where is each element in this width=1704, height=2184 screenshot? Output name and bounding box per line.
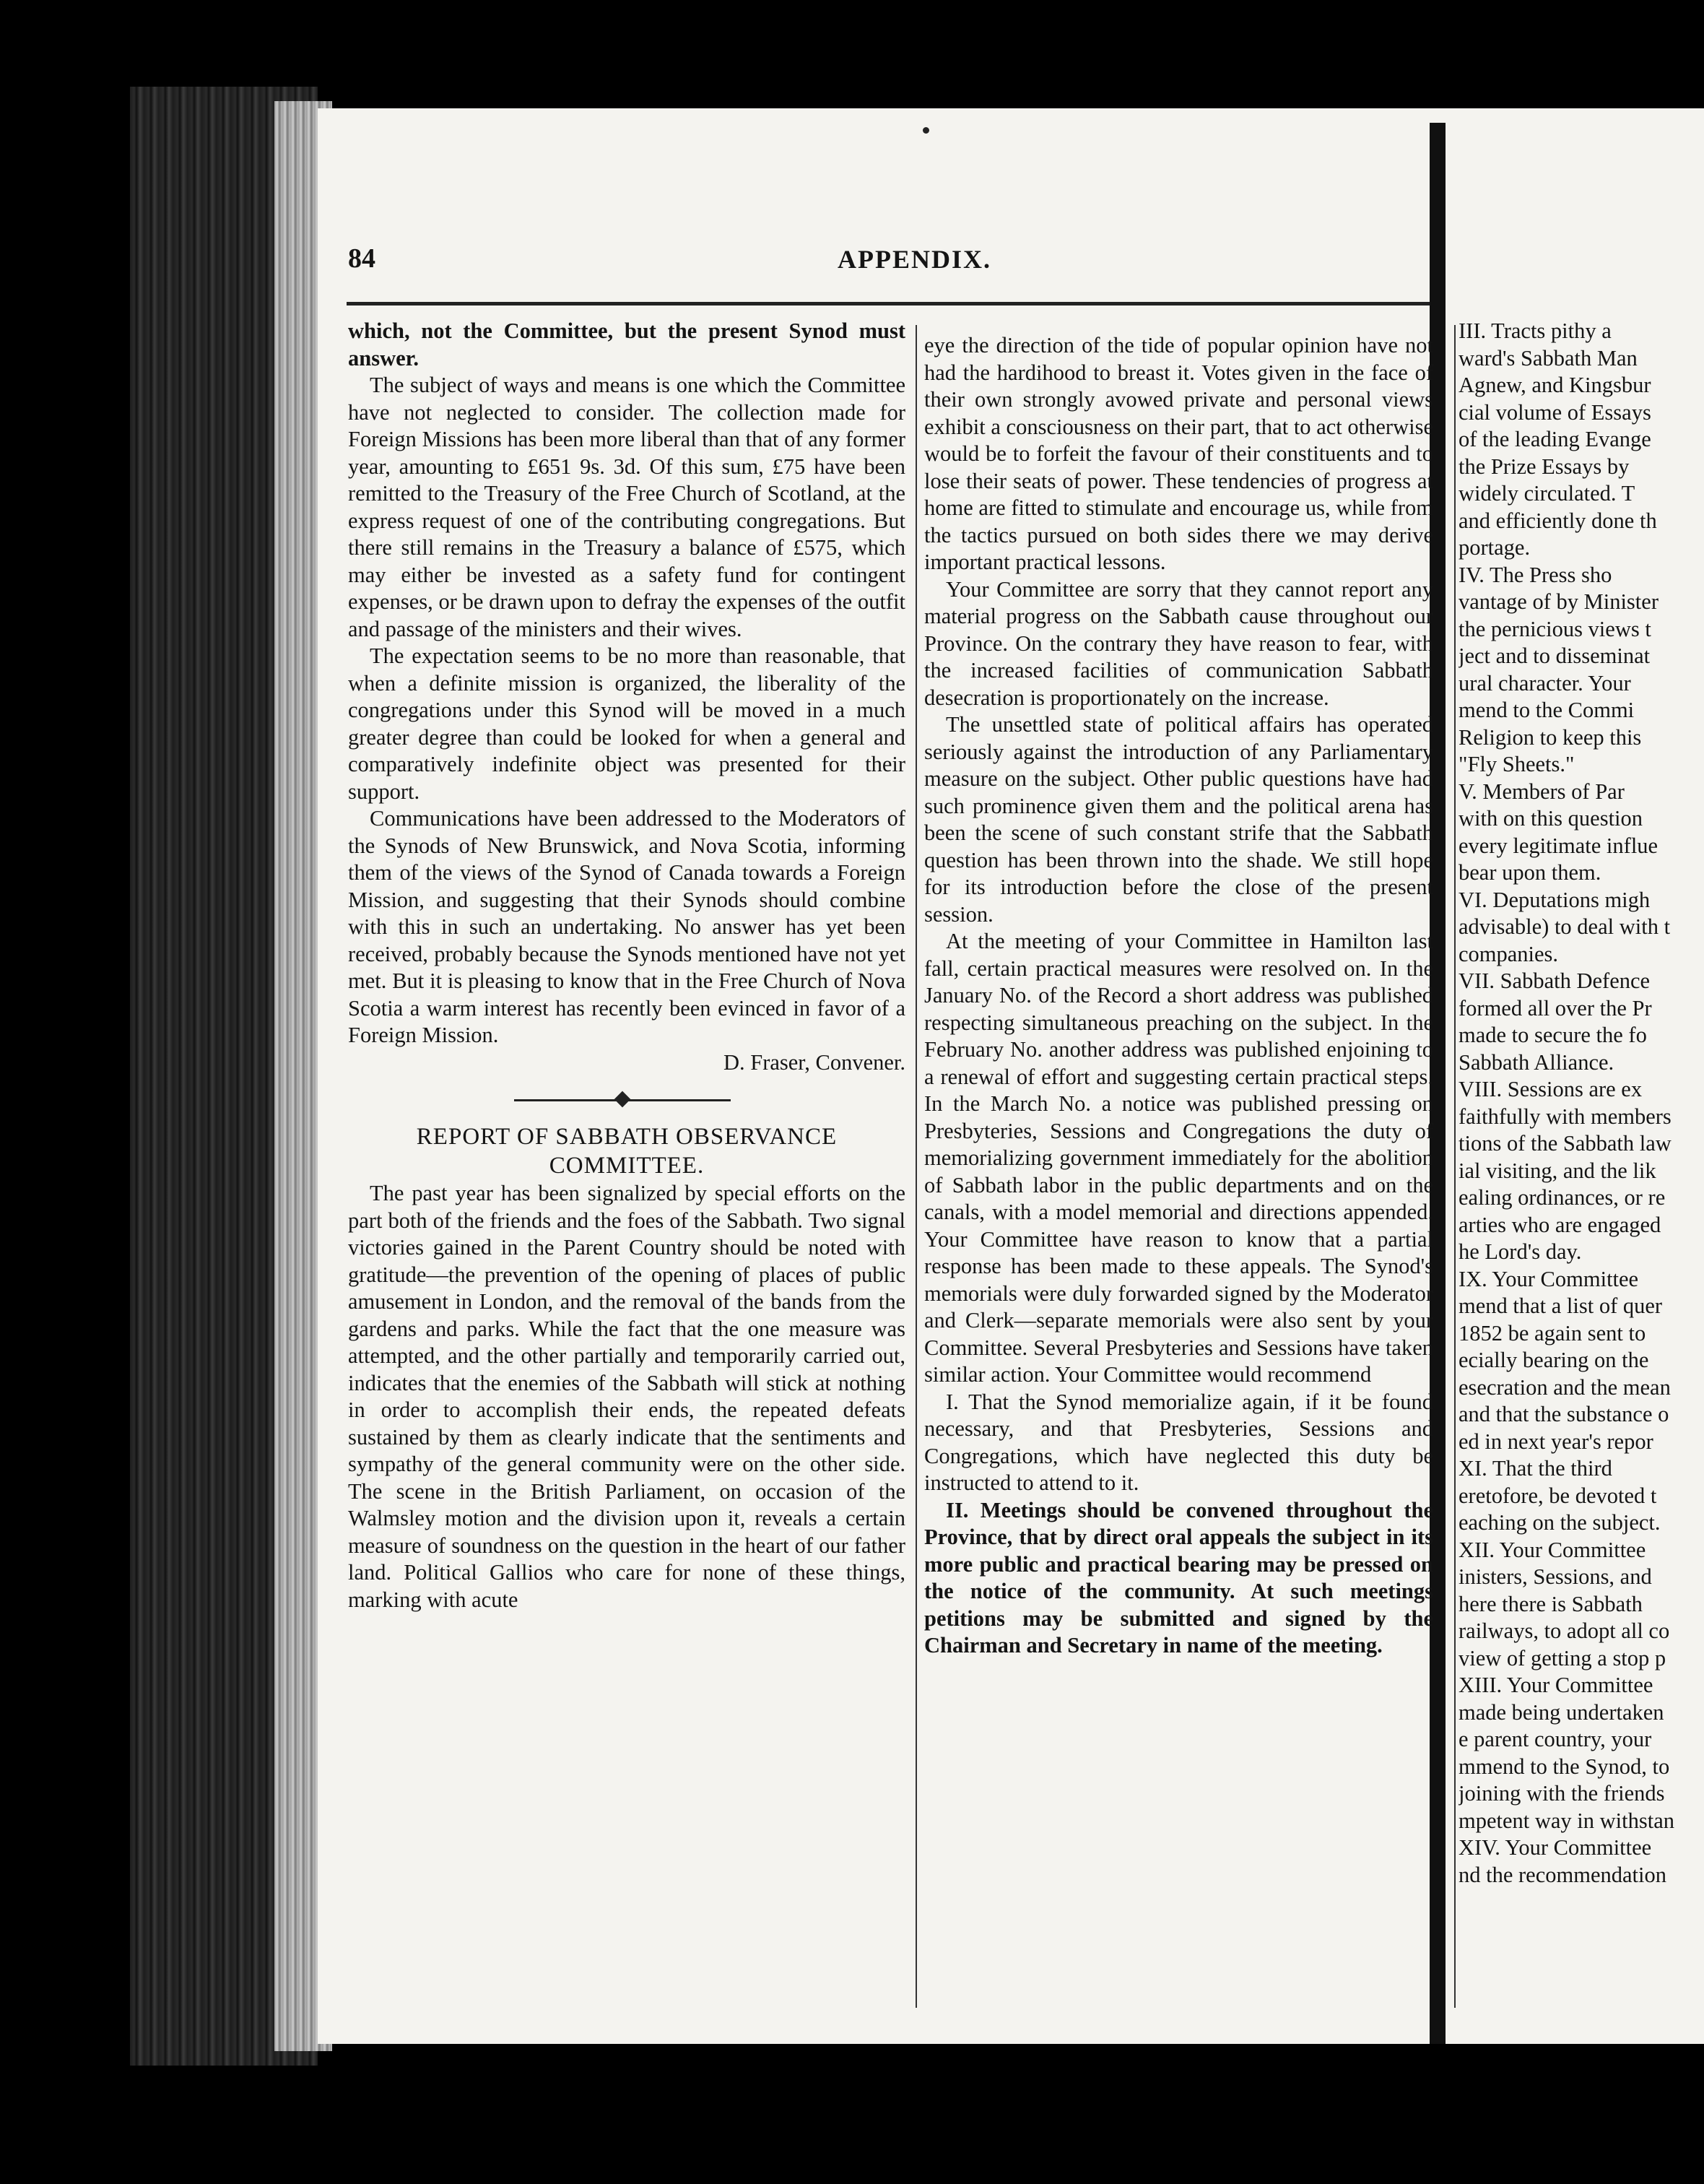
text-line: ed in next year's repor bbox=[1459, 1429, 1653, 1454]
text-line: cial volume of Essays bbox=[1459, 399, 1651, 425]
paragraph: which, not the Committee, but the present Synod must answer. bbox=[348, 318, 905, 370]
text-line: bear upon them. bbox=[1459, 860, 1601, 885]
text-line: mmend to the Synod, to bbox=[1459, 1754, 1670, 1779]
text-line: XIV. Your Committee bbox=[1459, 1835, 1652, 1860]
text-line: ealing ordinances, or re bbox=[1459, 1185, 1666, 1210]
text-line: joining with the friends bbox=[1459, 1781, 1665, 1806]
text-line: arties who are engaged bbox=[1459, 1212, 1661, 1237]
text-line: portage. bbox=[1459, 535, 1531, 560]
text-line: faithfully with members bbox=[1459, 1104, 1672, 1129]
text-line: formed all over the Pr bbox=[1459, 995, 1652, 1020]
text-line: here there is Sabbath bbox=[1459, 1591, 1643, 1616]
text-line: V. Members of Par bbox=[1459, 779, 1625, 804]
text-line: eaching on the subject. bbox=[1459, 1510, 1661, 1535]
text-line: of the leading Evange bbox=[1459, 427, 1651, 451]
text-line: mend that a list of quer bbox=[1459, 1294, 1663, 1318]
column-divider bbox=[916, 325, 917, 2008]
text-column-right-cropped bbox=[1459, 318, 1704, 2008]
text-line: and efficiently done th bbox=[1459, 508, 1657, 533]
text-line: companies. bbox=[1459, 941, 1559, 966]
text-line: ject and to disseminat bbox=[1459, 644, 1651, 668]
text-line: Agnew, and Kingsbur bbox=[1459, 373, 1651, 397]
text-line: the pernicious views t bbox=[1459, 616, 1651, 641]
paragraph: The past year has been signalized by special efforts on the part both of the friends and the foes of the Sabbath. Two signal victories gained in the Parent Country should be noted with gratitude—the prevention of the opening of places of public amusement in London, and the removal of the bands from the gardens and parks. While the fact that the one measure was attempted, and the other partially and temporarily carried out, indicates that the enemies of the Sabbath will stick at nothing in order to accomplish their ends, the repeated defeats sustained by them as clearly indicate that the sentiments and sympathy of the general community were on the other side. The scene in the British Parliament, on occasion of the Walmsley motion and the division upon it, reveals a certain measure of soundness on the question in the heart of our father land. Political Gallios who care for none of these things, marking with acute bbox=[348, 1181, 905, 1612]
text-line: e parent country, your bbox=[1459, 1727, 1652, 1751]
text-line: Religion to keep this bbox=[1459, 724, 1642, 750]
text-line: inisters, Sessions, and bbox=[1459, 1564, 1652, 1589]
text-line: 1852 be again sent to bbox=[1459, 1320, 1646, 1346]
section-heading: REPORT OF SABBATH OBSERVANCE COMMITTEE. bbox=[416, 1124, 838, 1179]
column-divider bbox=[1454, 325, 1456, 2008]
text-line: XI. That the third bbox=[1459, 1456, 1612, 1481]
text-line: XIII. Your Committee bbox=[1459, 1673, 1653, 1697]
paragraph: eye the direction of the tide of popular opinion have not had the hardihood to breast it. Votes given in the face of their own strongly avowed private and personal views exhibit a consciousness on their part, that to act otherwise would be to forfeit the favour of their constituents and to lose their seats of power. These tendencies of progress at home are fitted to stimulate and encourage us, while from the tactics pursued on both sides there we may derive important practical lessons. bbox=[924, 333, 1433, 574]
text-line: VI. Deputations migh bbox=[1459, 887, 1651, 912]
paragraph: The expectation seems to be no more than reasonable, that when a definite mission is organized, the liberality of the congregations under this Synod will be moved in a much greater degree than could be looked for when a general and comparatively indefinite object was presented for their support. bbox=[348, 644, 905, 804]
text-line: view of getting a stop p bbox=[1459, 1645, 1666, 1670]
paragraph: I. That the Synod memorialize again, if it be found necessary, and that Presbyteries, Sessions and Congregations, which have neglected this duty be instructed to attend to it. bbox=[924, 1389, 1433, 1495]
text-line: XII. Your Committee bbox=[1459, 1537, 1646, 1562]
text-line: and that the substance o bbox=[1459, 1402, 1669, 1426]
text-line: VII. Sabbath Defence bbox=[1459, 968, 1651, 993]
text-line: ecially bearing on the bbox=[1459, 1348, 1649, 1372]
text-line: the Prize Essays by bbox=[1459, 454, 1630, 479]
text-line: ward's Sabbath Man bbox=[1459, 345, 1638, 370]
text-line: made to secure the fo bbox=[1459, 1023, 1647, 1047]
text-line: advisable) to deal with t bbox=[1459, 914, 1671, 939]
text-line: with on this question bbox=[1459, 806, 1643, 831]
text-line: eretofore, be devoted t bbox=[1459, 1483, 1657, 1508]
text-line: Sabbath Alliance. bbox=[1459, 1049, 1614, 1075]
text-line: railways, to adopt all co bbox=[1459, 1618, 1670, 1643]
text-line: III. Tracts pithy a bbox=[1459, 318, 1612, 343]
paragraph: Communications have been addressed to the Moderators of the Synods of New Brunswick, and Nova Scotia, informing them of the views of the Synod of Canada towards a Foreign Mission, and suggesting that their Synods should combine with this in such an undertaking. No answer has yet been received, probably because the Synods mentioned have not yet met. But it is pleasing to know that in the Free Church of Nova Scotia a warm interest has recently been evinced in favor of a Foreign Mission. bbox=[348, 806, 905, 1047]
paragraph: The unsettled state of political affairs has operated seriously against the introduction of any Parliamentary measure on the subject. Other public questions have had such prominence given them and the political arena has been the scene of such constant strife that the Sabbath question has been thrown into the shade. We still hope for its introduction before the close of the present session. bbox=[924, 712, 1433, 927]
running-title: APPENDIX. bbox=[838, 245, 991, 274]
text-line: every legitimate influe bbox=[1459, 833, 1659, 858]
header-rule bbox=[347, 302, 1430, 306]
text-column-middle bbox=[924, 332, 1433, 2008]
text-line: widely circulated. T bbox=[1459, 481, 1635, 506]
text-line: ial visiting, and the lik bbox=[1459, 1158, 1656, 1183]
text-line: VIII. Sessions are ex bbox=[1459, 1077, 1643, 1101]
text-line: IV. The Press sho bbox=[1459, 562, 1612, 587]
text-line: IX. Your Committee bbox=[1459, 1266, 1639, 1291]
paragraph: At the meeting of your Committee in Hamilton last fall, certain practical measures were resolved on. In the January No. of the Record a short address was published respecting simultaneous preaching on the subject. In the February No. another address was published enjoining to a renewal of effort and suggesting certain practical steps. In the March No. a notice was published pressing on Presbyteries, Sessions and Congregations the duty of memorializing government immediately for the abolition of Sabbath labor in the public departments and on the canals, with a model memorial and directions appended. Your Committee have reason to know that a partial response has been made to these appeals. The Synod's memorials were duly forwarded signed by the Moderator and Clerk—separate memorials were also sent by your Committee. Several Presbyteries and Sessions have taken similar action. Your Committee would recommend bbox=[924, 929, 1433, 1387]
signature: D. Fraser, Convener. bbox=[723, 1049, 905, 1075]
text-line: vantage of by Minister bbox=[1459, 589, 1659, 614]
paragraph: The subject of ways and means is one which the Committee have not neglected to consider. The collection made for Foreign Missions has been more liberal than that of any former year, amounting to £651 9s. 3d. Of this sum, £75 have been remitted to the Treasury of the Free Church of Scotland, at the express request of one of the contributing congregations. But there still remains in the Treasury a balance of £575, which may either be invested as a safety fund for contingent expenses, or be drawn upon to defray the expenses of the outfit and passage of the ministers and their wives. bbox=[348, 373, 905, 641]
paragraph: II. Meetings should be convened throughout the Province, that by direct oral appeals the subject in its more public and practical bearing may be pressed on the notice of the community. At such meetings petitions may be submitted and signed by the Chairman and Secretary in name of the meeting. bbox=[924, 1497, 1433, 1658]
ink-speck bbox=[923, 127, 929, 134]
text-line: ural character. Your bbox=[1459, 670, 1631, 696]
text-line: esecration and the mean bbox=[1459, 1374, 1671, 1400]
text-line: mend to the Commi bbox=[1459, 698, 1635, 722]
text-line: he Lord's day. bbox=[1459, 1239, 1582, 1264]
page-number: 84 bbox=[348, 243, 375, 274]
text-line: made being undertaken bbox=[1459, 1699, 1664, 1725]
text-line: "Fly Sheets." bbox=[1459, 752, 1575, 776]
text-line: nd the recommendation bbox=[1459, 1862, 1666, 1887]
text-column-left bbox=[348, 318, 905, 2001]
text-line: tions of the Sabbath law bbox=[1459, 1131, 1672, 1156]
paragraph: Your Committee are sorry that they cannot report any material progress on the Sabbath cause throughout our Province. On the contrary they have reason to fear, with the increased facilities of communication Sabbath desecration is proportionately on the increase. bbox=[924, 576, 1433, 710]
text-line: mpetent way in withstan bbox=[1459, 1808, 1675, 1833]
section-ornament bbox=[348, 1086, 905, 1115]
